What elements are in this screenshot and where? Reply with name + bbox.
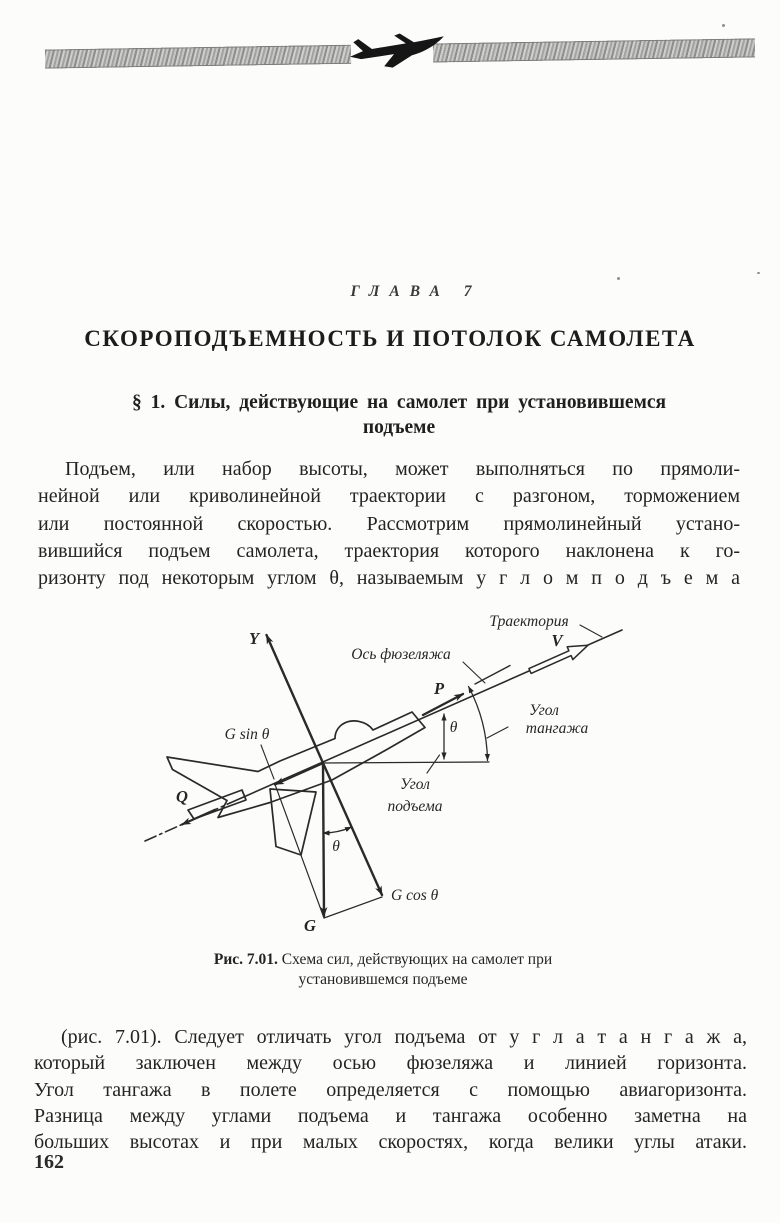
jet-silhouette-icon <box>348 24 449 70</box>
text-line: больших высотах и при малых скоростях, когда велики углы атаки. <box>34 1131 747 1154</box>
decorative-band <box>45 36 755 69</box>
g-sin-component-vector <box>275 763 323 784</box>
lift-vector-Y <box>267 635 324 763</box>
paragraph-1 <box>38 456 740 592</box>
trajectory-label: Траектория <box>489 613 569 630</box>
g-cos-label: G cos θ <box>391 887 439 904</box>
page-number: 162 <box>34 1151 64 1173</box>
drag-label-Q: Q <box>176 787 188 806</box>
text-line: нейной или криволинейной траектории с разгоном, торможением <box>38 485 740 508</box>
theta-bottom-label: θ <box>332 838 340 855</box>
pitch-angle-label-line1: Угол <box>529 702 559 719</box>
band-segment-right <box>433 38 755 62</box>
lift-label-Y: Y <box>248 629 260 648</box>
aircraft-outline <box>167 712 425 818</box>
text-line: вившийся подъем самолета, траектория которого наклонена к го- <box>38 539 740 562</box>
chapter-title: СКОРОПОДЪЕМНОСТЬ И ПОТОЛОК САМОЛЕТА <box>84 326 696 351</box>
drag-vector-Q <box>182 810 215 825</box>
trajectory-leader-line <box>580 625 602 637</box>
text-line: ризонту под некоторым углом θ, называемым у г л о м п о д ъ е м а <box>38 567 740 590</box>
theta-climb-label: θ <box>449 719 458 736</box>
scan-speck <box>757 272 760 274</box>
text-line: или постоянной скоростью. Рассмотрим прямолинейный устано- <box>38 512 740 535</box>
text-line: Разница между углами подъема и тангажа особенно заметна на <box>34 1104 747 1127</box>
climb-angle-leader-line <box>427 755 440 773</box>
figure-number: Рис. 7.01. <box>213 951 278 968</box>
aircraft-wing <box>270 789 316 855</box>
figure-caption-line1 <box>123 950 643 970</box>
weight-label-G: G <box>304 916 316 935</box>
section-heading-line1: § 1. Силы, действующие на самолет при установившемся <box>131 392 667 413</box>
text-line: (рис. 7.01). Следует отличать угол подъема от у г л а т а н г а ж а, <box>61 1026 747 1048</box>
text-line: Угол тангажа в полете определяется с помощью авиагоризонта. <box>34 1078 747 1101</box>
thrust-label-P: P <box>433 679 445 698</box>
band-segment-left <box>45 45 351 69</box>
figure-caption-line2: установившемся подъеме <box>298 971 468 988</box>
figure-caption-text: Схема сил, действующих на самолет при <box>281 951 553 968</box>
theta-angle-arc <box>323 827 352 833</box>
chapter-kicker: ГЛАВА 7 <box>350 283 482 300</box>
g-sin-leader-line <box>261 745 274 779</box>
figure-7-01 <box>130 598 670 948</box>
velocity-label-V: V <box>551 631 563 650</box>
text-line: Подъем, или набор высоты, может выполняться по прямоли- <box>65 458 740 480</box>
paragraph-2 <box>34 1024 747 1155</box>
g-sin-label: G sin θ <box>224 726 270 743</box>
horizon-line <box>323 762 489 763</box>
figure-caption <box>123 950 643 990</box>
pitch-angle-label-line2: тангажа <box>525 720 589 737</box>
forces-diagram <box>130 598 670 948</box>
fuselage-axis-label: Ось фюзеляжа <box>351 646 451 663</box>
text-line: который заключен между осью фюзеляжа и линией горизонта. <box>34 1052 747 1075</box>
scan-speck <box>722 24 725 27</box>
g-cos-component-vector <box>323 763 382 895</box>
weight-vector-G <box>323 763 324 916</box>
fuselage-axis-leader-line <box>463 662 485 683</box>
section-heading <box>9 390 780 440</box>
scan-speck <box>617 277 620 280</box>
parallelogram-line-right <box>324 897 382 918</box>
climb-angle-label-line1: Угол <box>400 776 430 793</box>
parallelogram-line-left <box>275 784 324 918</box>
pitch-angle-leader-line <box>487 727 508 738</box>
pitch-angle-arc <box>469 687 488 761</box>
section-heading-line2: подъеме <box>362 417 436 438</box>
climb-angle-label-line2: подъема <box>387 798 443 815</box>
